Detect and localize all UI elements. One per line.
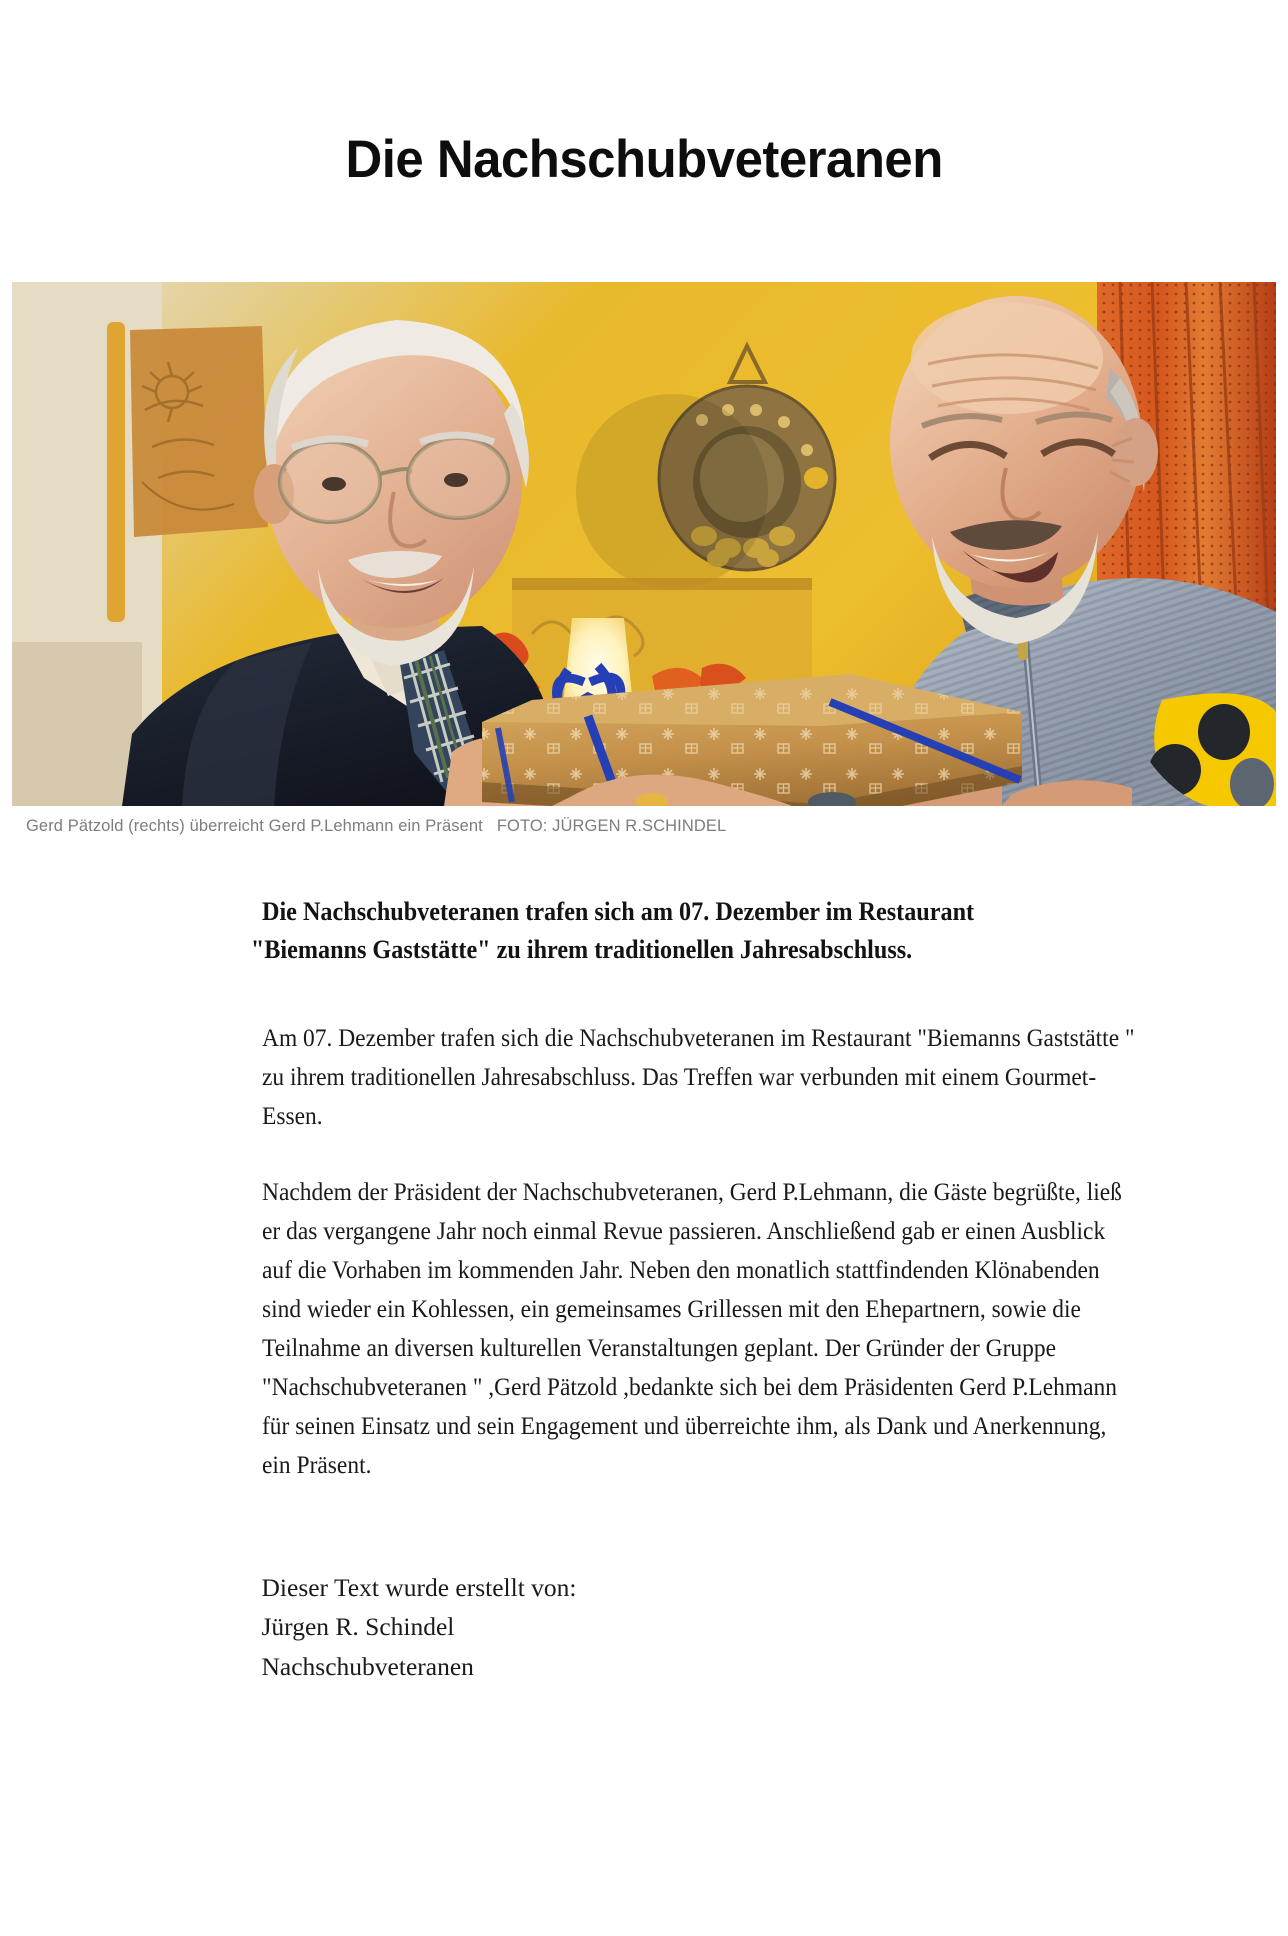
photo-block <box>12 282 1276 836</box>
photo-caption-text: Gerd Pätzold (rechts) überreicht Gerd P.Lehmann ein Präsent FOTO: JÜRGEN R.SCHINDEL <box>26 816 727 835</box>
page-title: Die Nachschubveteranen <box>345 129 943 189</box>
lead-line-2: "Biemanns Gaststätte" zu ihrem traditionellen Jahresabschluss. <box>250 934 912 964</box>
body-paragraph-1: Am 07. Dezember trafen sich die Nachschubveteranen im Restaurant "Biemanns Gaststätte " zu ihrem traditionellen Jahresabschluss. Das Treffen war verbunden mit einem Gourmet-Essen. <box>261 1022 1135 1130</box>
signature-block <box>262 1568 1137 1687</box>
signature-line-1: Dieser Text wurde erstellt von: <box>261 1572 577 1602</box>
body-paragraph-2: Nachdem der Präsident der Nachschubveteranen, Gerd P.Lehmann, die Gäste begrüßte, ließ er das vergangene Jahr noch einmal Revue passieren. Anschließend gab er einen Ausblick auf die Vorhaben im kommenden Jahr. Neben den monatlich stattfindenden Klönabenden sind wieder ein Kohlessen, ein gemeinsames Grillessen mit den Ehepartnern, sowie die Teilnahme an diversen kulturellen Veranstaltungen geplant. Der Gründer der Gruppe "Nachschubveteranen " ,Gerd Pätzold ,bedankte sich bei dem Präsidenten Gerd P.Lehmann für seinen Einsatz und sein Engagement und überreichte ihm, als Dank und Anerkennung, ein Präsent. <box>261 1176 1122 1479</box>
lead-paragraph <box>250 893 1133 969</box>
article-photo <box>12 282 1276 806</box>
signature-line-2: Jürgen R. Schindel <box>261 1612 455 1642</box>
article-body <box>152 893 1137 1686</box>
photo-illustration <box>12 282 1276 806</box>
photo-caption <box>12 806 1276 836</box>
lead-line-1: Die Nachschubveteranen trafen sich am 07. Dezember im Restaurant <box>261 896 974 926</box>
signature-line-3: Nachschubveteranen <box>261 1651 474 1681</box>
headline-container <box>0 0 1288 223</box>
